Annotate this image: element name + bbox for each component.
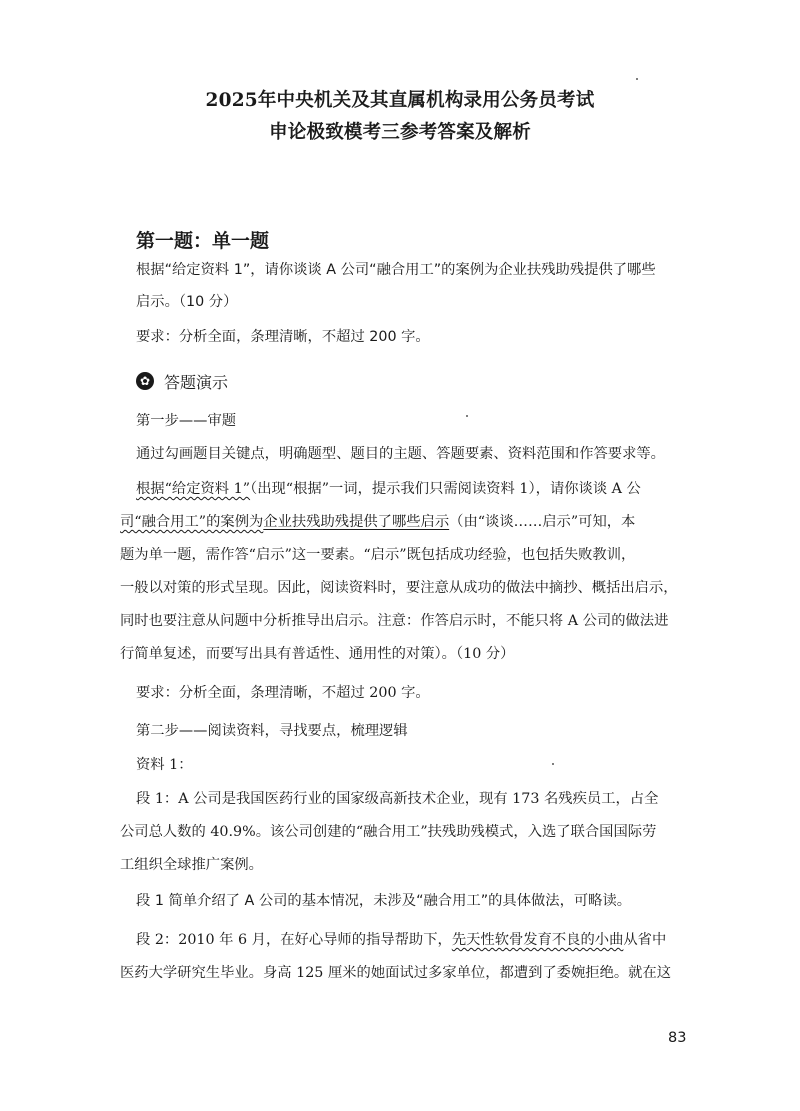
segment2-line-1: 段 2：2010 年 6 月，在好心导师的指导帮助下，先天性软骨发育不良的小曲从省中 bbox=[136, 932, 667, 948]
keyword-case: 司“融合用工”的案例为 bbox=[120, 514, 264, 530]
step1-paragraph-1: 通过勾画题目关键点，明确题型、题目的主题、答题要素、资料范围和作答要求等。 bbox=[136, 446, 665, 462]
question-line-1: 根据“给定资料 1”，请你谈谈 A 公司“融合用工”的案例为企业扶残助残提供了哪些 bbox=[136, 262, 656, 278]
step2-heading: 第二步——阅读资料，寻找要点，梳理逻辑 bbox=[136, 723, 408, 739]
keyword-person: 先天性软骨发育不良的小曲 bbox=[451, 932, 624, 948]
demo-heading-label: 答题演示 bbox=[164, 372, 229, 392]
scan-speck bbox=[636, 78, 638, 80]
step1-requirement: 要求：分析全面，条理清晰，不超过 200 字。 bbox=[136, 685, 430, 701]
document-title-line1: 2025年中央机关及其直属机构录用公务员考试 bbox=[205, 90, 595, 111]
step1-heading: 第一步——审题 bbox=[136, 413, 237, 429]
keyword-material-range: “给定资料 1” bbox=[164, 481, 251, 497]
demo-heading bbox=[136, 369, 228, 393]
gear-icon: ✿ bbox=[136, 372, 154, 390]
keyword-genju: 根据 bbox=[136, 481, 165, 497]
question-line-2: 启示。（10 分） bbox=[136, 294, 238, 310]
step1-paragraph-2-line-2: 司“融合用工”的案例为企业扶残助残提供了哪些启示（由“谈谈……启示”可知，本 bbox=[120, 514, 636, 530]
question-requirement: 要求：分析全面，条理清晰，不超过 200 字。 bbox=[136, 329, 430, 345]
material-label: 资料 1： bbox=[136, 757, 193, 773]
step1-paragraph-2-line-3: 题为单一题，需作答“启示”这一要素。“启示”既包括成功经验，也包括失败教训， bbox=[120, 547, 636, 563]
step1-paragraph-2-line-1: 根据“给定资料 1”（出现“根据”一词，提示我们只需阅读资料 1），请你谈谈 A 公 bbox=[136, 481, 641, 497]
document-title-line2: 申论极致模考三参考答案及解析 bbox=[269, 122, 531, 143]
step1-paragraph-2-line-5: 同时也要注意从问题中分析推导出启示。注意：作答启示时，不能只将 A 公司的做法进 bbox=[120, 613, 669, 629]
scan-speck bbox=[466, 415, 468, 417]
page-number: 83 bbox=[668, 1030, 687, 1046]
keyword-theme: 企业扶残助残提供了哪些启示 bbox=[263, 514, 450, 530]
step1-paragraph-2-line-4: 一般以对策的形式呈现。因此，阅读资料时，要注意从成功的做法中摘抄、概括出启示， bbox=[120, 580, 678, 596]
segment1-note: 段 1 简单介绍了 A 公司的基本情况，未涉及“融合用工”的具体做法，可略读。 bbox=[136, 893, 632, 909]
step1-paragraph-2-line-6: 行简单复述，而要写出具有普适性、通用性的对策）。（10 分） bbox=[120, 646, 515, 662]
section-heading: 第一题：单一题 bbox=[136, 230, 270, 252]
segment1-line-3: 工组织全球推广案例。 bbox=[120, 857, 263, 873]
segment2-line-2: 医药大学研究生毕业。身高 125 厘米的她面试过多家单位，都遭到了委婉拒绝。就在这 bbox=[120, 965, 672, 981]
segment1-line-1: 段 1：A 公司是我国医药行业的国家级高新技术企业，现有 173 名残疾员工，占全 bbox=[136, 791, 659, 807]
segment1-line-2: 公司总人数的 40.9%。该公司创建的“融合用工”扶残助残模式，入选了联合国国际劳 bbox=[120, 824, 657, 840]
scan-speck bbox=[552, 763, 554, 765]
